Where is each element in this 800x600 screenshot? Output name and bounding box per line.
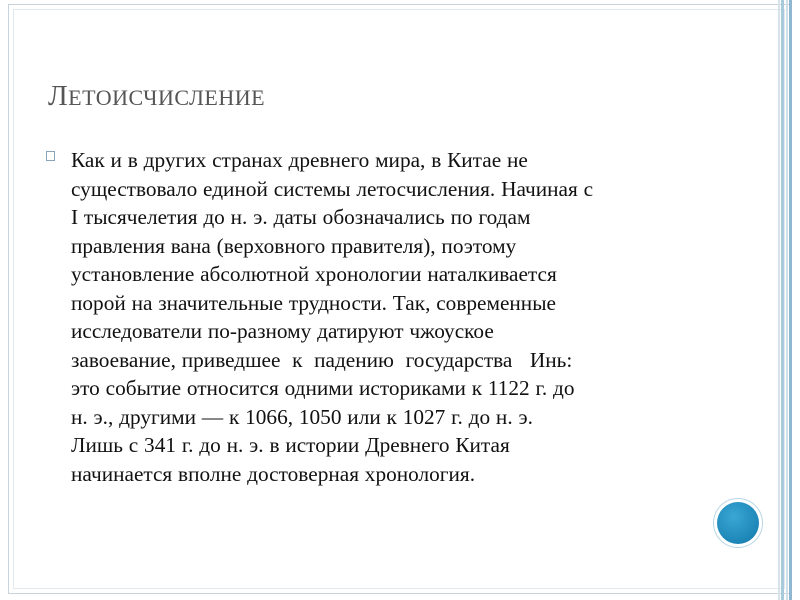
text-line: порой на значительные трудности. Так, современные	[71, 290, 556, 315]
blue-circle-decoration	[713, 498, 763, 548]
text-line: установление абсолютной хронологии наталкивается	[71, 262, 557, 286]
slide-title-initial: Л	[48, 80, 69, 112]
hollow-square-bullet-icon	[46, 151, 56, 161]
circle-inner-fill	[717, 502, 759, 544]
text-line: завоевание, приведшее к падению государства Инь:	[71, 347, 573, 372]
text-line: Лишь с 341 г. до н. э. в истории Древнего Китая	[71, 433, 510, 457]
right-edge-stripes	[774, 0, 794, 600]
text-line: начинается вполне достоверная хронология.	[71, 461, 476, 486]
text-line: существовало единой системы летосчисления. Начиная с	[71, 176, 594, 201]
text-line: это событие относится одними историками к 1122 г. до	[71, 376, 575, 400]
bullet-text	[71, 146, 691, 488]
slide-title-rest: ЕТОИСЧИСЛЕНИЕ	[68, 85, 266, 110]
text-line: Как и в других странах древнего мира, в Китае не	[71, 148, 528, 172]
slide-title	[48, 80, 728, 113]
text-line: I тысячелетия до н. э. даты обозначались по годам	[71, 205, 531, 229]
text-line: правления вана (верховного правителя), поэтому	[71, 233, 517, 258]
text-line: н. э., другими — к 1066, 1050 или к 1027 г. до н. э.	[71, 404, 533, 429]
text-line: исследователи по-разному датируют чжоуское	[71, 319, 494, 343]
